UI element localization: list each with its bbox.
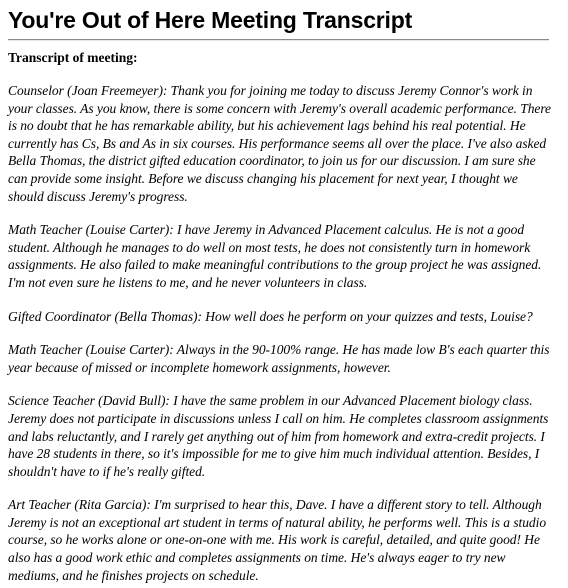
transcript-entry-art-teacher: Art Teacher (Rita Garcia): I'm surprised to hear this, Dave. I have a different story to tell. Although Jeremy is not an exceptional art student in terms of natural ability, he performs well. This is a studio course, so he works alone or one-on-one with me. His work is careful, detailed, and quite good! He also has a good work ethic and completes assignments on time. He's always eager to try new mediums, and he finishes projects on schedule. — [8, 497, 547, 583]
document-page — [8, 0, 556, 584]
transcript-entry-math-teacher: Math Teacher (Louise Carter): I have Jeremy in Advanced Placement calculus. He is not a good student. Although he manages to do well on most tests, he does not consistently turn in homework assignments. He also failed to make meaningful contributions to the group project he was assigned. I'm not even sure he listens to me, and he never volunteers in class. — [8, 222, 542, 290]
title-divider — [8, 39, 549, 41]
page-title: You're Out of Here Meeting Transcript — [8, 7, 413, 33]
transcript-entry-science-teacher: Science Teacher (David Bull): I have the same problem in our Advanced Placement biology class. Jeremy does not participate in discussions unless I call on him. He completes classroom assignments and labs reluctantly, and I rarely get anything out of him from homework and extra-credit projects. I have 28 students in there, so it's impossible for me to give him much individual attention. Besides, I shouldn't have to if he's really gifted. — [8, 393, 549, 479]
transcript-heading: Transcript of meeting: — [8, 50, 138, 65]
transcript-entry-gifted-coordinator: Gifted Coordinator (Bella Thomas): How well does he perform on your quizzes and tests, Louise? — [8, 308, 533, 324]
transcript-entry-math-teacher-reply: Math Teacher (Louise Carter): Always in the 90-100% range. He has made low B's each quarter this year because of missed or incomplete homework assignments, however. — [8, 342, 550, 375]
transcript-entry-counselor: Counselor (Joan Freemeyer): Thank you for joining me today to discuss Jeremy Connor's work in your classes. As you know, there is some concern with Jeremy's overall academic performance. There is no doubt that he has remarkable ability, but his achievement lags behind his real potential. He currently has Cs, Bs and As in six courses. His performance seems all over the place. I've also asked Bella Thomas, the district gifted education coordinator, to join us for our discussion. I am sure she can provide some insight. Before we discuss changing his placement for next year, I thought we should discuss Jeremy's progress. — [8, 83, 551, 204]
